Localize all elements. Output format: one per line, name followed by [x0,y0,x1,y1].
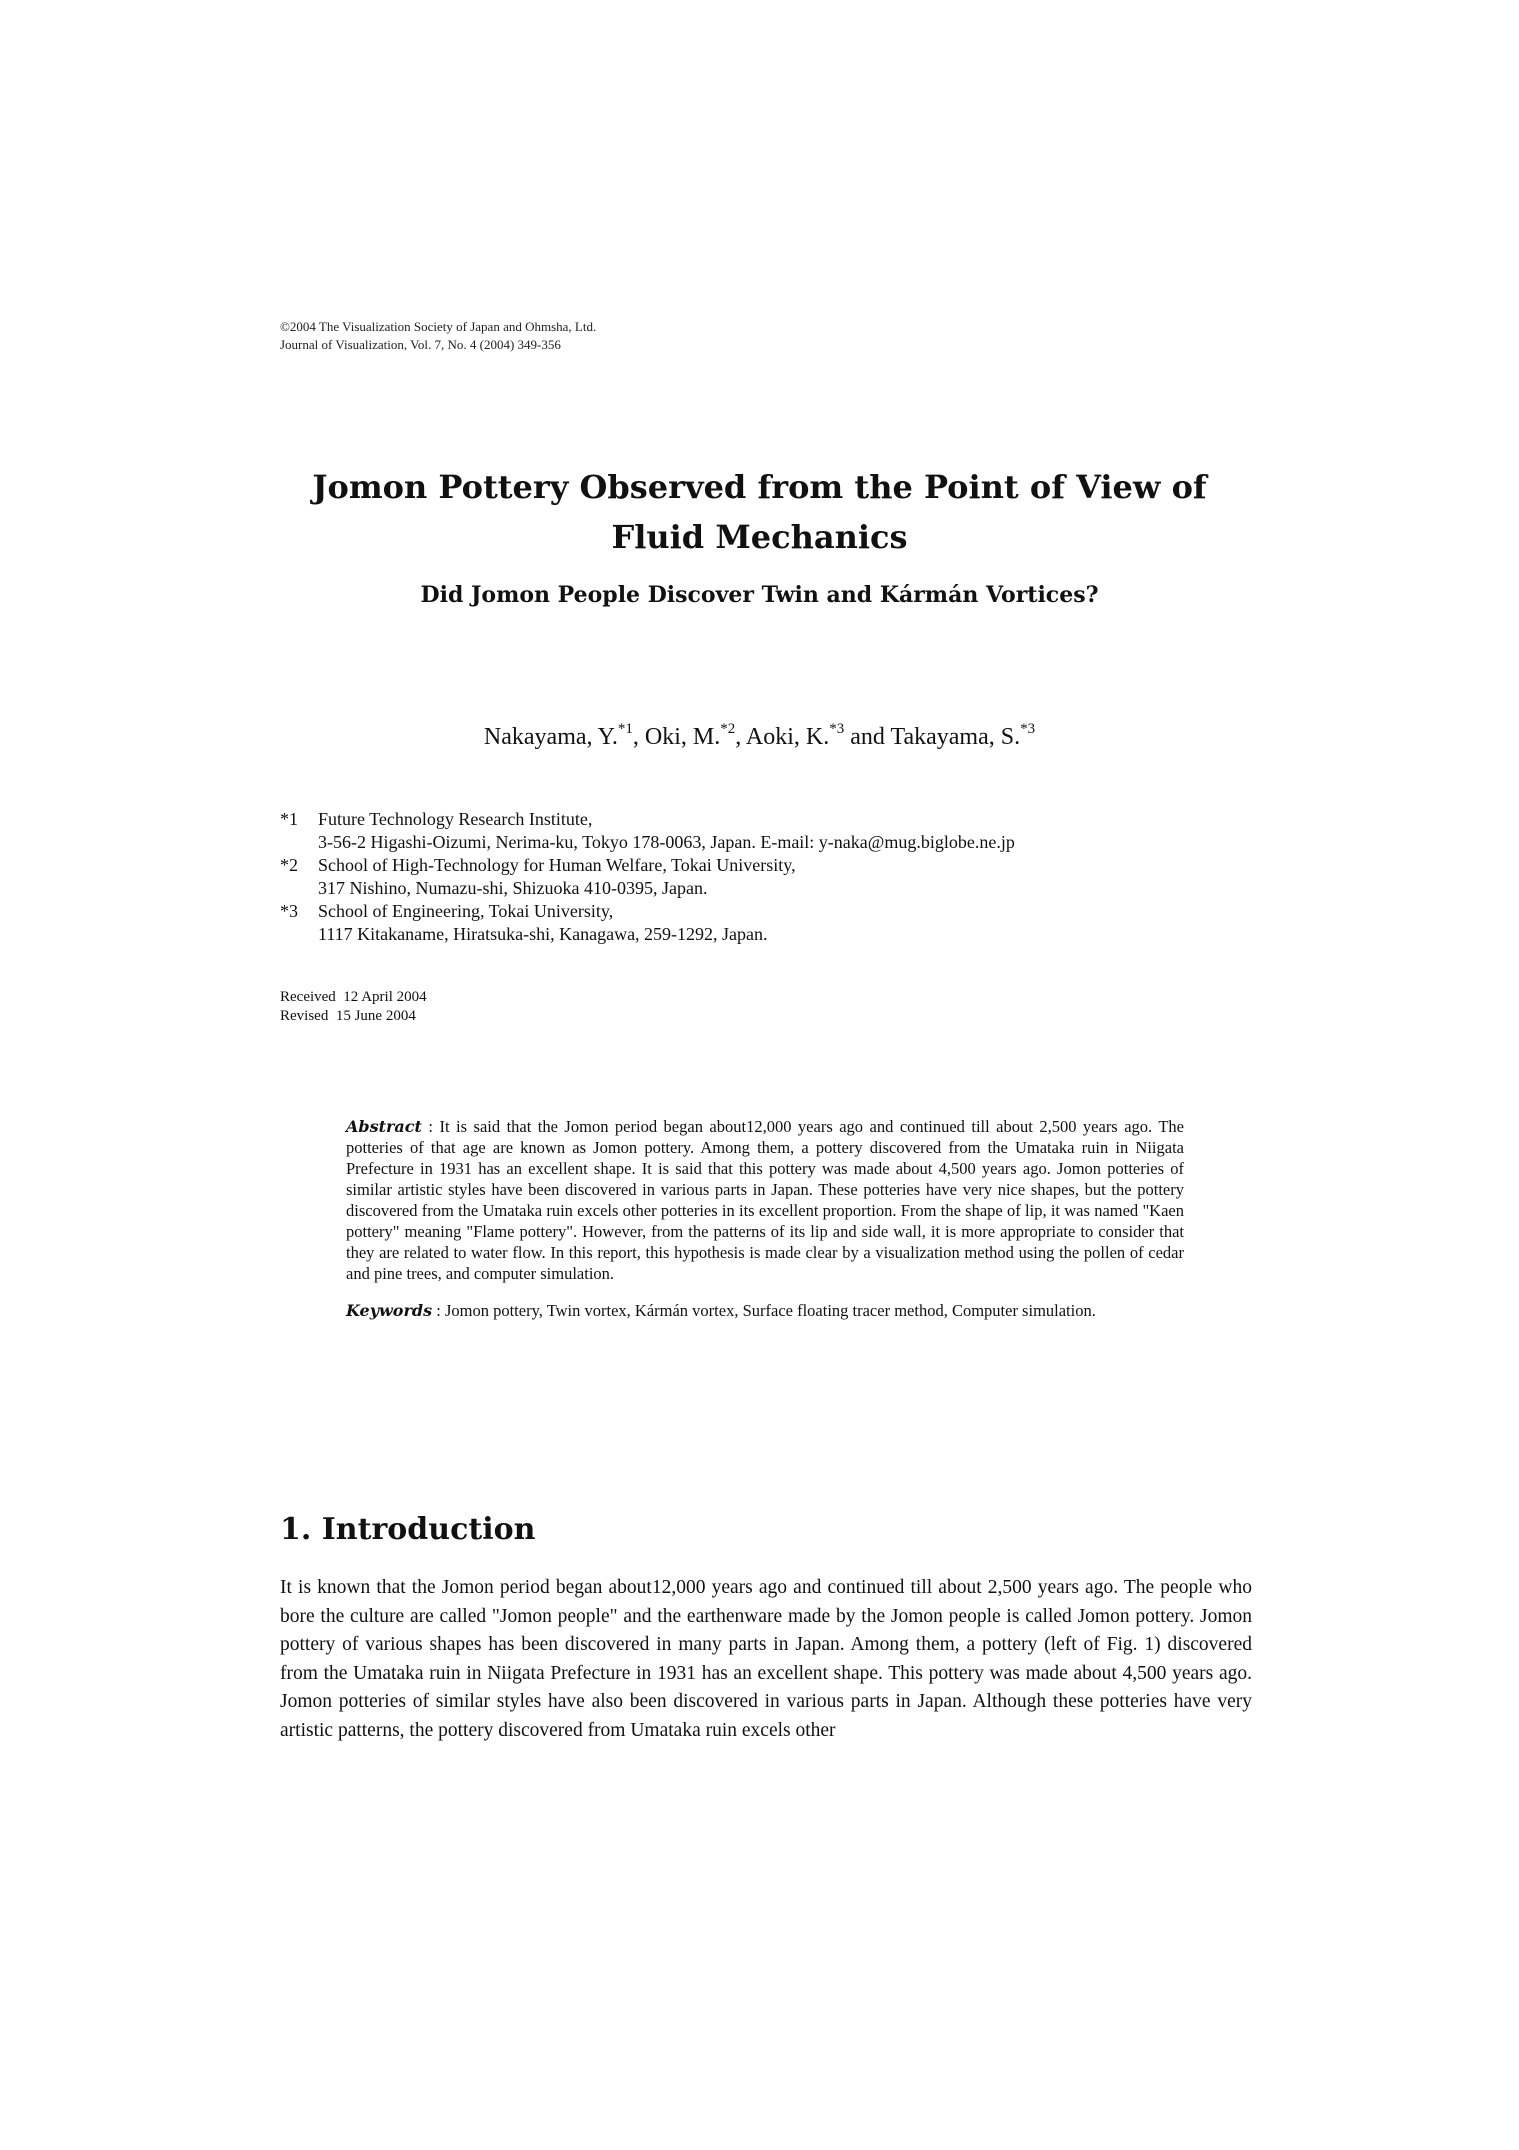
affiliation-name: School of High-Technology for Human Welfare, Tokai University, [318,855,796,875]
author: Oki, M.$^{*2}$ [644,721,736,750]
affiliation-mark: *2 [720,721,736,737]
affiliation-mark: *3 [1020,721,1036,737]
affiliation-mark: *3 [280,901,298,921]
affiliation-mark: *2 [280,855,298,875]
affiliation-name: School of Engineering, Tokai University, [318,901,614,921]
copyright-line: ©2004 The Visualization Society of Japan and Ohmsha, Ltd. [280,319,597,334]
revised-date: Revised 15 June 2004 [280,1008,416,1024]
affiliations [280,808,1230,946]
affiliation-mark: *1 [617,721,633,737]
affiliation-address: 3-56-2 Higashi-Oizumi, Nerima-ku, Tokyo 178-0063, Japan. E-mail: y-naka@mug.biglobe.ne.jp [318,832,1015,852]
affiliation-entry [280,900,1230,946]
keywords-label: Keywords [346,1301,433,1320]
journal-header [280,318,596,354]
introduction-paragraph: It is known that the Jomon period began about12,000 years ago and continued till about 2,500 years ago. The people who bore the culture are called "Jomon people" and the earthenware made by the Jomon people is called Jomon pottery. Jomon pottery of various shapes has been discovered in many parts in Japan. Among them, a pottery (left of Fig. 1) discovered from the Umataka ruin in Niigata Prefecture in 1931 has an excellent shape. This pottery was made about 4,500 years ago. Jomon potteries of similar styles have also been discovered in various parts in Japan. Although these potteries have very artistic patterns, the pottery discovered from Umataka ruin excels other [280,1577,1252,1741]
author: Aoki, K.$^{*3}$ [745,721,845,750]
abstract-block [346,1116,1184,1321]
keywords: Keywords : Jomon pottery, Twin vortex, Kármán vortex, Surface floating tracer method, Computer simulation. [346,1301,1096,1320]
author: Takayama, S.$^{*3}$ [890,721,1036,750]
abstract-text: It is said that the Jomon period began about12,000 years ago and continued till about 2,500 years ago. The potteries of that age are known as Jomon pottery. Among them, a pottery discovered from the Umataka ruin in Niigata Prefecture in 1931 has an excellent shape. It is said that this pottery was made about 4,500 years ago. Jomon potteries of similar artistic styles have been discovered in various parts in Japan. These potteries have very nice shapes, but the pottery discovered from the Umataka ruin excels other potteries in its excellent proportion. From the shape of lip, it was named "Kaen pottery" meaning "Flame pottery". However, from the patterns of its lip and side wall, it is more appropriate to consider that they are related to water flow. In this report, this hypothesis is made clear by a visualization method using the pollen of cedar and pine trees, and computer simulation. [346,1117,1184,1283]
abstract-label: Abstract [346,1117,422,1136]
affiliation-entry [280,854,1230,900]
received-date: Received 12 April 2004 [280,989,427,1005]
abstract: Abstract : It is said that the Jomon period began about12,000 years ago and continued till about 2,500 years ago. The potteries of that age are known as Jomon pottery. Among them, a pottery discovered from the Umataka ruin in Niigata Prefecture in 1931 has an excellent shape. It is said that this pottery was made about 4,500 years ago. Jomon potteries of similar artistic styles have been discovered in various parts in Japan. These potteries have very nice shapes, but the pottery discovered from the Umataka ruin excels other potteries in its excellent proportion. From the shape of lip, it was named "Kaen pottery" meaning "Flame pottery". However, from the patterns of its lip and side wall, it is more appropriate to consider that they are related to water flow. In this report, this hypothesis is made clear by a visualization method using the pollen of cedar and pine trees, and computer simulation. [346,1117,1184,1283]
affiliation-entry [280,808,1230,854]
affiliation-mark: *1 [280,809,298,829]
citation-line: Journal of Visualization, Vol. 7, No. 4 (2004) 349-356 [280,337,561,352]
manuscript-dates [280,988,427,1026]
section-heading-introduction: 1. Introduction [280,1512,536,1547]
affiliation-mark: *3 [829,721,845,737]
author-list: Nakayama, Y.$^{*1}$, Oki, M.$^{*2}$, Aoki, K.$^{*3}$ and Takayama, S.$^{*3}$ [483,721,1036,750]
affiliation-address: 317 Nishino, Numazu-shi, Shizuoka 410-0395, Japan. [318,878,708,898]
title-line-2: Fluid Mechanics [611,518,908,556]
keywords-text: Jomon pottery, Twin vortex, Kármán vortex, Surface floating tracer method, Computer simulation. [444,1301,1096,1320]
paper-title [0,462,1519,562]
author: Nakayama, Y.$^{*1}$ [483,721,633,750]
affiliation-address: 1117 Kitakaname, Hiratsuka-shi, Kanagawa, 259-1292, Japan. [318,924,768,944]
affiliation-name: Future Technology Research Institute, [318,809,593,829]
title-line-1: Jomon Pottery Observed from the Point of View of [312,468,1207,506]
title-block [0,462,1519,610]
paper-subtitle: Did Jomon People Discover Twin and Kármán Vortices? [420,582,1099,608]
